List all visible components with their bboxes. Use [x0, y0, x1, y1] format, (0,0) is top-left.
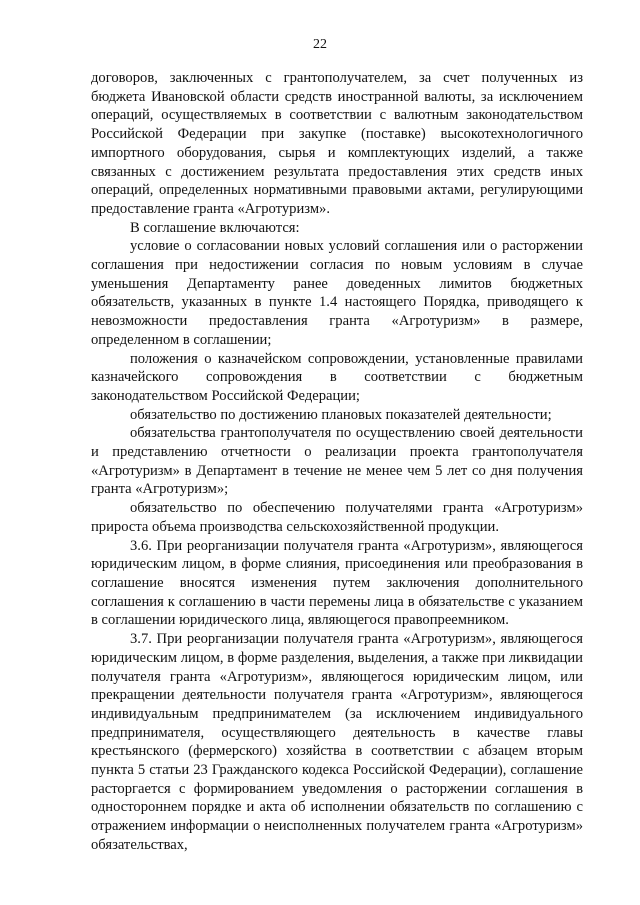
document-body — [91, 69, 583, 855]
paragraph: 3.6. При реорганизации получателя гранта «Агротуризм», являющегося юридическим лицом, в форме слияния, присоединения или преобразования в соглашение вносятся изменения путем заключения дополнительного соглашения к соглашению в части перемены лица в обязательстве с указанием в соглашении юридического лица, являющегося правопреемником. — [91, 537, 583, 629]
paragraph: договоров, заключенных с грантополучателем, за счет полученных из бюджета Ивановской области средств иностранной валюты, за исключением операций, осуществляемых в соответствии с валютным законодательством Российской Федерации при закупке (поставке) высокотехнологичного импортного оборудования, сырья и комплектующих изделий, а также связанных с достижением результата предоставления этих средств иных операций, определенных нормативными правовыми актами, регулирующими предоставление гранта «Агротуризм». — [91, 70, 583, 217]
paragraph: В соглашение включаются: — [130, 219, 300, 236]
page-number: 22 — [313, 37, 327, 52]
paragraph: 3.7. При реорганизации получателя гранта «Агротуризм», являющегося юридическим лицом, в форме разделения, выделения, а также при ликвидации получателя гранта «Агротуризм», являющегося юридическим лицом, или прекращении деятельности получателя гранта «Агротуризм», являющегося индивидуальным предпринимателем (за исключением индивидуального предпринимателя, осуществляющего деятельность в качестве главы крестьянского (фермерского) хозяйства в соответствии с абзацем вторым пункта 5 статьи 23 Гражданского кодекса Российской Федерации), соглашение расторгается с формированием уведомления о расторжении соглашения в одностороннем порядке и акта об исполнении обязательств по соглашению с отражением информации о неисполненных получателем гранта «Агротуризм» обязательствах, — [91, 631, 583, 853]
paragraph: обязательство по обеспечению получателями гранта «Агротуризм» прироста объема производства сельскохозяйственной продукции. — [91, 500, 583, 535]
paragraph: обязательство по достижению плановых показателей деятельности; — [130, 406, 552, 423]
paragraph: обязательства грантополучателя по осуществлению своей деятельности и представлению отчетности о реализации проекта грантополучателя «Агротуризм» в Департамент в течение не менее чем 5 лет со дня получения гранта «Агротуризм»; — [91, 425, 583, 498]
paragraph: положения о казначейском сопровождении, установленные правилами казначейского сопровождения в соответствии с бюджетным законодательством Российской Федерации; — [91, 350, 583, 404]
paragraph: условие о согласовании новых условий соглашения или о расторжении соглашения при недостижении согласия по новым условиям в случае уменьшения Департаменту ранее доведенных лимитов бюджетных обязательств, указанных в пункте 1.4 настоящего Порядка, приводящего к невозможности предоставления гранта «Агротуризм» в размере, определенном в соглашении; — [91, 238, 583, 348]
